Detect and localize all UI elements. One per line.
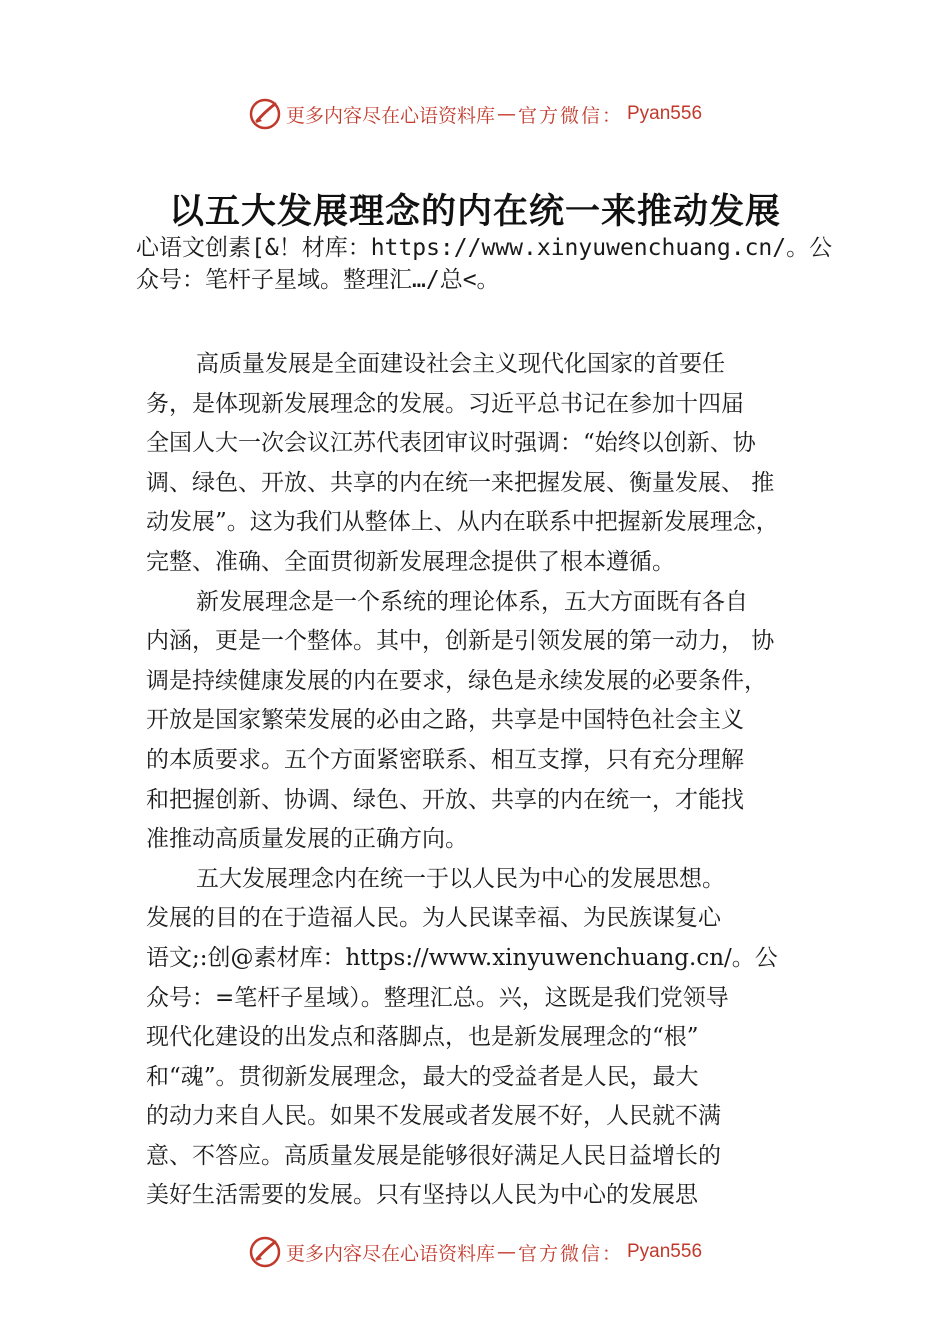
text-line: 发展的目的在于造福人民。为人民谋幸福、为民族谋复心 xyxy=(146,905,721,932)
text-line: 动发展”。这为我们从整体上、从内在联系中把握新发展理念， xyxy=(146,509,779,536)
text-line: 美好生活需要的发展。只有坚持以人民为中心的发展思 xyxy=(146,1182,698,1209)
text-line: 众号：=笔杆子星域）。整理汇总。兴，这既是我们党领导 xyxy=(146,984,729,1011)
text-line: 的动力来自人民。如果不发展或者发展不好，人民就不满 xyxy=(146,1103,721,1130)
text-line: 和把握创新、协调、绿色、开放、共享的内在统一，才能找 xyxy=(146,786,744,813)
footer-banner xyxy=(0,1232,950,1272)
text-line: 和“魂”。贯彻新发展理念，最大的受益者是人民，最大 xyxy=(146,1063,699,1090)
text-line: 务，是体现新发展理念的发展。习近平总书记在参加十四届 xyxy=(146,390,744,417)
source-note xyxy=(136,232,833,296)
text-line: 语文;:创@素材库：https://www.xinyuwenchuang.cn/。公 xyxy=(146,944,778,971)
text-line: 意、不答应。高质量发展是能够很好满足人民日益增长的 xyxy=(146,1142,721,1169)
text-line: 调、绿色、开放、共享的内在统一来把握发展、衡量发展、 推 xyxy=(146,469,775,496)
banner-wechat-label: 官方微信： xyxy=(517,1242,623,1265)
header-banner xyxy=(0,94,950,134)
banner-main-text: 更多内容尽在心语资料库 xyxy=(285,1242,495,1265)
text-line: 现代化建设的出发点和落脚点，也是新发展理念的“根” xyxy=(146,1024,699,1051)
brush-pen-logo-icon xyxy=(248,1235,282,1269)
text-line: 新发展理念是一个系统的理论体系，五大方面既有各自 xyxy=(196,588,748,615)
banner-wechat-id: Pyan556 xyxy=(627,103,703,124)
banner-wechat-label: 官方微信： xyxy=(517,104,623,127)
source-line: 众号：笔杆子星域。整理汇…/总<。 xyxy=(136,267,500,293)
text-line: 调是持续健康发展的内在要求，绿色是永续发展的必要条件， xyxy=(146,667,767,694)
text-line: 完整、准确、全面贯彻新发展理念提供了根本遵循。 xyxy=(146,548,675,575)
text-line: 五大发展理念内在统一于以人民为中心的发展思想。 xyxy=(196,865,725,892)
text-line: 的本质要求。五个方面紧密联系、相互支撑，只有充分理解 xyxy=(146,746,744,773)
document-title: 以五大发展理念的内在统一来推动发展 xyxy=(168,191,781,232)
source-line: 心语文创素[&！材库：https://www.xinyuwenchuang.cn/。公 xyxy=(136,235,833,261)
banner-wechat-id: Pyan556 xyxy=(627,1241,703,1262)
banner-separator: — xyxy=(496,103,516,125)
text-line: 全国人大一次会议江苏代表团审议时强调：“始终以创新、协 xyxy=(146,430,756,457)
text-line: 开放是国家繁荣发展的必由之路，共享是中国特色社会主义 xyxy=(146,707,744,734)
paragraph xyxy=(146,345,826,583)
brush-pen-logo-icon xyxy=(248,97,282,131)
text-line: 高质量发展是全面建设社会主义现代化国家的首要任 xyxy=(196,351,725,377)
text-line: 准推动高质量发展的正确方向。 xyxy=(146,826,468,853)
banner-separator: — xyxy=(496,1241,516,1263)
document-body xyxy=(146,345,826,1216)
banner-main-text: 更多内容尽在心语资料库 xyxy=(285,104,495,127)
text-line: 内涵，更是一个整体。其中，创新是引领发展的第一动力， 协 xyxy=(146,628,775,655)
paragraph xyxy=(146,583,826,860)
paragraph xyxy=(146,860,826,1216)
